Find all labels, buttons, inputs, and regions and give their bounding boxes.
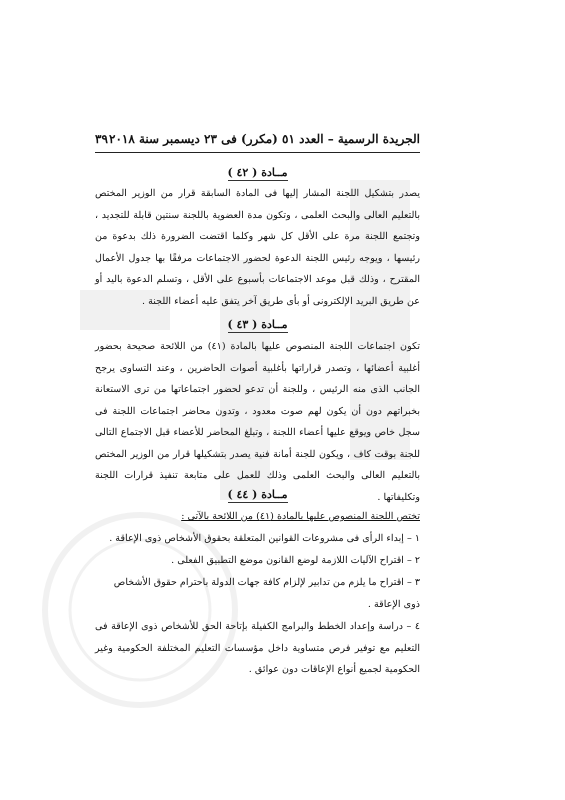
article-44-item-4: ٤ – دراسة وإعداد الخطط والبرامج الكفيلة بإتاحة الحق للأشخاص ذوى الإعاقة فى التعليم مع توفير فرص متساوية داخل مؤسسات التعليم المختلفة الحكومية وغير الحكومية لجميع أنواع الإعاقات دون عوائق .: [95, 621, 420, 675]
article-43-title: مــادة ( ٤٣ ): [95, 318, 420, 333]
running-title: الجريدة الرسمية – العدد ٥١ (مكرر) فى ٢٣ ديسمبر سنة ٢٠١٨: [109, 132, 420, 146]
article-44-item-1: ١ – إبداء الرأى فى مشروعات القوانين المتعلقة بحقوق الأشخاص ذوى الإعاقة .: [109, 533, 420, 544]
article-42-title: مــادة ( ٤٢ ): [95, 166, 420, 181]
article-42-body: يصدر بتشكيل اللجنة المشار إليها فى المادة السابقة قرار من الوزير المختص بالتعليم العالى والبحث العلمى ، وتكون مدة العضوية باللجنة سنتين قابلة للتجديد ، وتجتمع اللجنة مرة على الأقل كل شهر وكلما اقتضت الضرورة ذلك بدعوة من رئيسها ، ويوجه رئيس اللجنة الدعوة لحضور الاجتماعات مرفقًا بها جدول الأعمال المقترح ، وذلك قبل موعد الاجتماعات بأسبوع على الأقل ، وتسلم الدعوة باليد أو عن طريق البريد الإلكترونى أو بأى طريق آخر يتفق عليه أعضاء اللجنة .: [95, 188, 420, 307]
article-44-title: مــادة ( ٤٤ ): [95, 488, 420, 503]
article-44-item-3: ٣ – اقتراح ما يلزم من تدابير لإلزام كافة جهات الدولة باحترام حقوق الأشخاص: [113, 577, 420, 588]
article-44-intro: تختص اللجنة المنصوص عليها بالمادة (٤١) من اللائحة بالآتى :: [181, 511, 420, 522]
page-number: ٣٩: [95, 132, 108, 146]
article-44-item-2: ٢ – اقتراح الآليات اللازمة لوضع القانون موضع التطبيق الفعلى .: [171, 555, 420, 566]
running-header: [95, 128, 420, 150]
article-43-body: تكون اجتماعات اللجنة المنصوص عليها بالمادة (٤١) من اللائحة صحيحة بحضور أغلبية أعضائها ، وتصدر قراراتها بأغلبية أصوات الحاضرين ، وعند التساوى يرجح الجانب الذى منه الرئيس ، وللجنة أن تدعو لحضور اجتماعاتها من ترى الاستعانة بخبراتهم دون أن يكون لهم صوت معدود ، وتدون محاضر اجتماعات اللجنة فى سجل خاص ويوقع عليها أعضاء اللجنة ، وتبلغ المحاضر للأعضاء قبل الاجتماع التالى للجنة بوقت كاف ، ويكون للجنة أمانة فنية يصدر بتشكيلها قرار من الوزير المختص بالتعليم العالى والبحث العلمى وذلك للعمل على متابعة تنفيذ قرارات اللجنة وتكليفاتها .: [95, 341, 420, 503]
article-44-item-3-cont: ذوى الإعاقة .: [367, 599, 420, 610]
header-divider: [95, 152, 420, 153]
